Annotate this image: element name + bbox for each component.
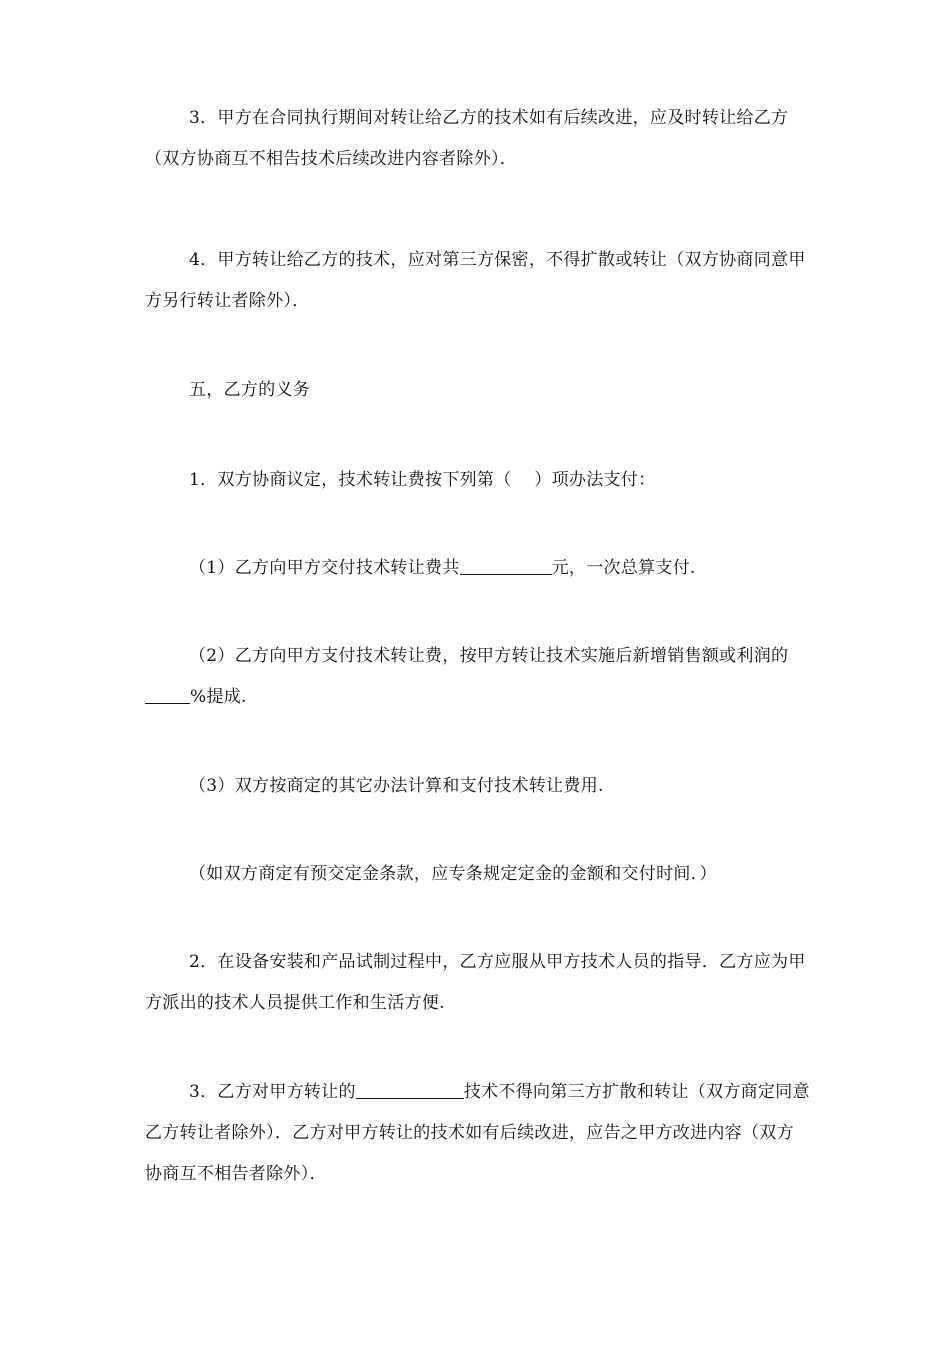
technology-name-blank[interactable] <box>356 1082 464 1099</box>
paragraph-text-after: %提成. <box>190 687 247 707</box>
paragraph-text-after: 技术不得向第三方扩散和转让（双方商定同意乙方转让者除外）．乙方对甲方转让的技术如有后续改进，应告之甲方改进内容（双方协商互不相告者除外）． <box>145 1082 810 1184</box>
paragraph-4-confidentiality <box>145 240 810 322</box>
paragraph-deposit-note <box>145 854 810 895</box>
paragraph-text-before: （2）乙方向甲方支付技术转让费，按甲方转让技术实施后新增销售额或利润的 <box>189 646 789 666</box>
paragraph-text: （如双方商定有预交定金条款，应专条规定定金的金额和交付时间．） <box>189 864 717 884</box>
paragraph-3-obligation <box>145 98 810 180</box>
paragraph-2-installation <box>145 942 810 1024</box>
paragraph-option-3 <box>145 766 810 807</box>
paragraph-1-payment-method <box>145 460 810 501</box>
section-heading: 五，乙方的义务 <box>189 380 311 400</box>
paragraph-text: （3）双方按商定的其它办法计算和支付技术转让费用. <box>189 776 604 796</box>
paragraph-3-party-b-confidentiality <box>145 1072 810 1195</box>
percentage-blank[interactable] <box>145 687 190 704</box>
paragraph-text-before: （1）乙方向甲方交付技术转让费共 <box>189 558 460 578</box>
paragraph-option-2 <box>145 636 810 718</box>
amount-blank[interactable] <box>460 558 552 575</box>
section-heading-party-b-obligations <box>145 370 810 411</box>
paragraph-text-after: 元，一次总算支付. <box>551 558 696 578</box>
paragraph-option-1 <box>145 548 810 589</box>
paragraph-text-before: 3．乙方对甲方转让的 <box>189 1082 356 1102</box>
paragraph-text: 4．甲方转让给乙方的技术，应对第三方保密，不得扩散或转让（双方协商同意甲方另行转让者除外）． <box>145 250 806 311</box>
paragraph-text: 3．甲方在合同执行期间对转让给乙方的技术如有后续改进，应及时转让给乙方（双方协商互不相告技术后续改进内容者除外）． <box>145 108 789 169</box>
paragraph-text: 1．双方协商议定，技术转让费按下列第（ ）项办法支付： <box>189 470 656 490</box>
paragraph-text: 2．在设备安装和产品试制过程中，乙方应服从甲方技术人员的指导．乙方应为甲方派出的技术人员提供工作和生活方便. <box>145 952 806 1013</box>
